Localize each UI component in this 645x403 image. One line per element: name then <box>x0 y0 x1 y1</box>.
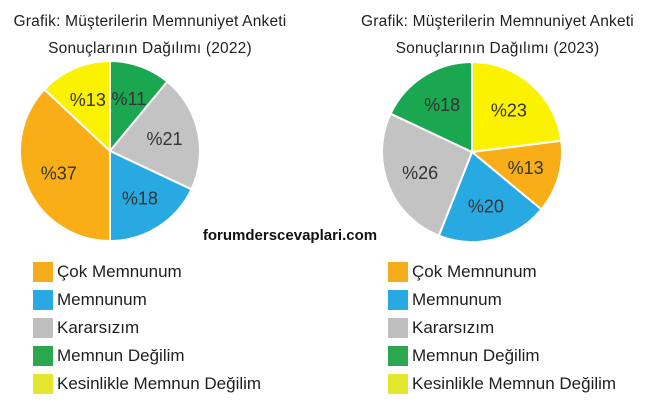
legend-item-label: Kararsızım <box>412 318 495 337</box>
legend-item-label: Kesinlikle Memnun Değilim <box>412 374 617 393</box>
legend-color-swatch <box>33 318 53 338</box>
legend-color-swatch <box>388 290 408 310</box>
legend-item <box>33 318 261 338</box>
legend-color-swatch <box>33 262 53 282</box>
chart-title-2022 <box>0 8 300 62</box>
chart-title-2023-line1: Grafik: Müşterilerin Memnuniyet Anketi <box>361 13 634 30</box>
legend-item <box>388 346 616 366</box>
pie-slice-label: %37 <box>40 163 77 184</box>
chart-title-2022-line2: Sonuçlarının Dağılımı (2022) <box>48 40 252 57</box>
pie-slice-label: %13 <box>507 157 544 178</box>
legend-item-label: Kesinlikle Memnun Değilim <box>57 374 262 393</box>
legend-item-label: Memnunum <box>57 290 147 309</box>
pie-chart-2022 <box>15 56 205 246</box>
legend-item <box>388 290 616 310</box>
legend-color-swatch <box>388 374 408 394</box>
pie-slice-label: %13 <box>69 90 106 111</box>
legend-2023 <box>388 262 616 402</box>
legend-item <box>33 374 261 394</box>
pie-slice-label: %21 <box>146 129 183 150</box>
legend-item-label: Memnun Değilim <box>57 346 185 365</box>
legend-color-swatch <box>33 374 53 394</box>
legend-item <box>33 262 261 282</box>
chart-title-2023 <box>350 8 645 62</box>
legend-item-label: Çok Memnunum <box>57 262 182 281</box>
pie-slice-label: %26 <box>402 162 439 183</box>
pie-chart-2023 <box>377 57 567 247</box>
pie-slice-label: %18 <box>121 188 158 209</box>
legend-item <box>388 318 616 338</box>
legend-2022 <box>33 262 261 402</box>
legend-color-swatch <box>388 318 408 338</box>
legend-item-label: Memnun Değilim <box>412 346 540 365</box>
pie-slice-label: %20 <box>467 196 504 217</box>
legend-color-swatch <box>33 346 53 366</box>
legend-item <box>33 290 261 310</box>
legend-color-swatch <box>388 262 408 282</box>
legend-item <box>388 374 616 394</box>
pie-slice-label: %18 <box>424 95 461 116</box>
legend-item-label: Kararsızım <box>57 318 140 337</box>
chart-title-2023-line2: Sonuçlarının Dağılımı (2023) <box>395 40 600 57</box>
watermark-text: forumderscevaplari.com <box>202 227 378 244</box>
legend-item-label: Memnunum <box>412 290 502 309</box>
legend-item <box>33 346 261 366</box>
pie-slice-label: %23 <box>490 100 527 121</box>
legend-color-swatch <box>33 290 53 310</box>
pie-slice-label: %11 <box>111 88 147 109</box>
legend-color-swatch <box>388 346 408 366</box>
chart-title-2022-line1: Grafik: Müşterilerin Memnuniyet Anketi <box>13 13 287 30</box>
legend-item <box>388 262 616 282</box>
legend-item-label: Çok Memnunum <box>412 262 537 281</box>
